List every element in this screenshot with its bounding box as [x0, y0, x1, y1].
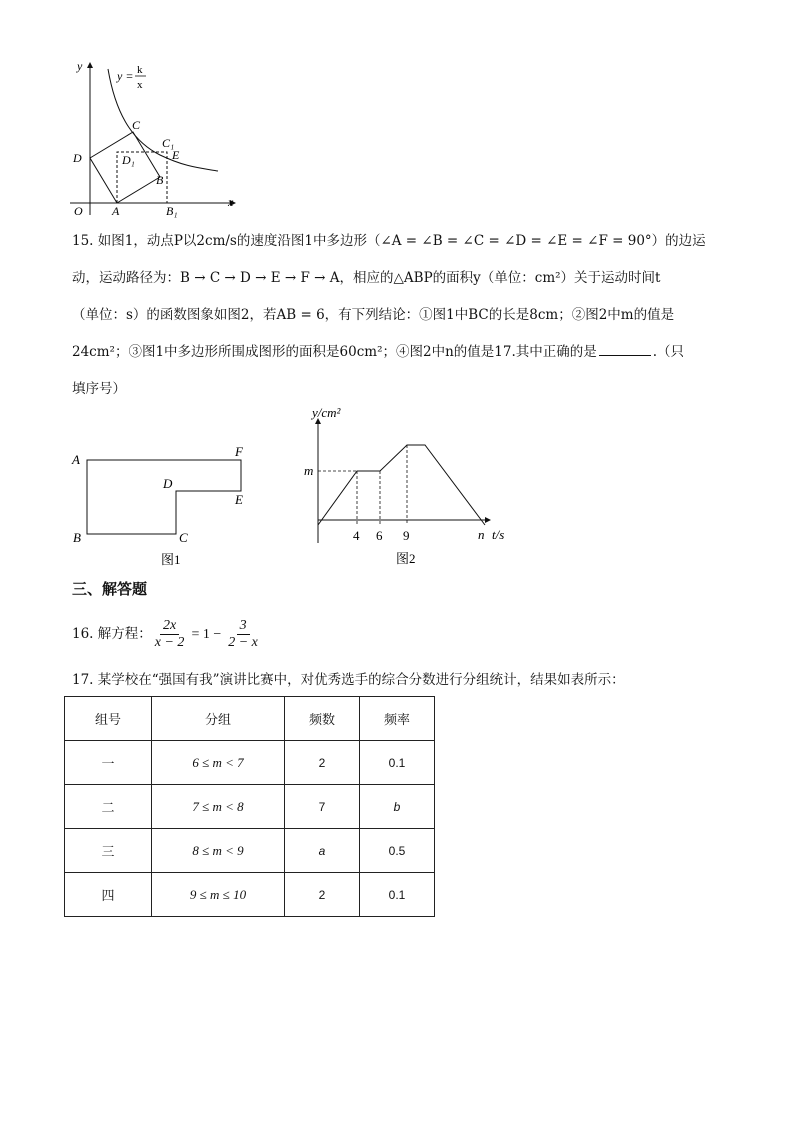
polygon-shape — [87, 460, 241, 534]
table-row — [65, 873, 435, 917]
figure-1-polygon — [65, 440, 265, 570]
header-group: 分组 — [152, 697, 285, 741]
q15-line1: 15. 如图1，动点P以2cm/s的速度沿图1中多边形（∠A = ∠B = ∠C = ∠D = ∠E = ∠F = 90°）的边运 — [72, 233, 706, 249]
cell-range: 7 ≤ m < 8 — [152, 785, 285, 829]
cell-rate: 0.5 — [360, 829, 435, 873]
q15-line4-tail: .（只 — [652, 344, 685, 360]
figure-2-caption: 图2 — [396, 551, 416, 566]
cell-count: 2 — [285, 741, 360, 785]
point-b1: B₁ — [166, 204, 178, 218]
func-den: x — [137, 79, 143, 91]
tick-4: 4 — [353, 528, 360, 543]
rhs-fraction — [225, 618, 261, 651]
frequency-table — [64, 696, 435, 917]
table-row — [65, 829, 435, 873]
cell-group-no: 四 — [65, 873, 152, 917]
label-f: F — [235, 444, 243, 459]
cell-count: a — [285, 829, 360, 873]
label-c: C — [179, 530, 188, 545]
figure-2-graph — [290, 405, 520, 570]
graph-n-label: n — [478, 527, 485, 542]
q15-line4-text: 24cm²；③图1中多边形所围成图形的面积是60cm²；④图2中n的值是17.其中正确的是 — [72, 344, 597, 360]
q16-equation — [72, 618, 261, 651]
header-count: 频数 — [285, 697, 360, 741]
point-b: B — [156, 173, 164, 187]
point-c: C — [132, 118, 141, 132]
table-row — [65, 785, 435, 829]
cell-rate: 0.1 — [360, 741, 435, 785]
cell-count: 7 — [285, 785, 360, 829]
cell-range: 6 ≤ m < 7 — [152, 741, 285, 785]
func-num: k — [137, 64, 143, 76]
point-d1: D₁ — [122, 153, 135, 167]
axis-x-label: x — [228, 195, 234, 209]
q15-line5: 填序号） — [72, 381, 126, 397]
q15-line3: （单位：s）的函数图象如图2，若AB = 6，有下列结论：①图1中BC的长是8cm；②图2中m的值是 — [72, 307, 675, 323]
q15-line2: 动，运动路径为：B → C → D → E → F → A，相应的△ABP的面积y（单位：cm²）关于运动时间t — [72, 270, 661, 286]
lhs-fraction — [152, 618, 188, 651]
q16-mid: = 1 − — [191, 626, 222, 642]
point-d: D — [73, 151, 82, 165]
axis-y-label: y — [77, 59, 83, 73]
cell-range: 9 ≤ m ≤ 10 — [152, 873, 285, 917]
tick-9: 9 — [403, 528, 410, 543]
label-d: D — [163, 476, 173, 491]
square-abcd — [90, 132, 160, 203]
q16-prefix: 16. 解方程： — [72, 625, 152, 642]
tick-6: 6 — [376, 528, 383, 543]
cell-rate: 0.1 — [360, 873, 435, 917]
lhs-num: 2x — [160, 618, 179, 635]
section-title: 三、解答题 — [72, 580, 148, 598]
cell-group-no: 一 — [65, 741, 152, 785]
func-label: y = — [117, 69, 134, 83]
lhs-den: x − 2 — [154, 635, 185, 651]
label-a: A — [72, 452, 80, 467]
point-a: A — [112, 204, 120, 218]
graph-m-label: m — [304, 463, 314, 478]
hyperbola-square-figure — [60, 55, 260, 225]
origin-label: O — [74, 204, 83, 218]
table-row — [65, 741, 435, 785]
header-group-no: 组号 — [65, 697, 152, 741]
rhs-den: 2 − x — [228, 635, 258, 651]
q15-line4 — [72, 346, 684, 360]
graph-xlabel: t/s — [492, 527, 505, 542]
label-e: E — [235, 492, 243, 507]
graph-ylabel: y/cm² — [312, 405, 341, 420]
figure-1-caption: 图1 — [161, 552, 181, 567]
header-rate: 频率 — [360, 697, 435, 741]
cell-range: 8 ≤ m < 9 — [152, 829, 285, 873]
rhs-num: 3 — [237, 618, 250, 635]
table-header-row — [65, 697, 435, 741]
cell-rate: b — [360, 785, 435, 829]
point-e: E — [172, 148, 180, 162]
cell-count: 2 — [285, 873, 360, 917]
cell-group-no: 三 — [65, 829, 152, 873]
graph-line — [318, 445, 485, 525]
answer-blank[interactable] — [599, 355, 651, 356]
q17-text: 17. 某学校在“强国有我”演讲比赛中，对优秀选手的综合分数进行分组统计，结果如表所示： — [72, 672, 625, 688]
cell-group-no: 二 — [65, 785, 152, 829]
point-c1: C₁ — [162, 136, 175, 150]
label-b: B — [73, 530, 81, 545]
